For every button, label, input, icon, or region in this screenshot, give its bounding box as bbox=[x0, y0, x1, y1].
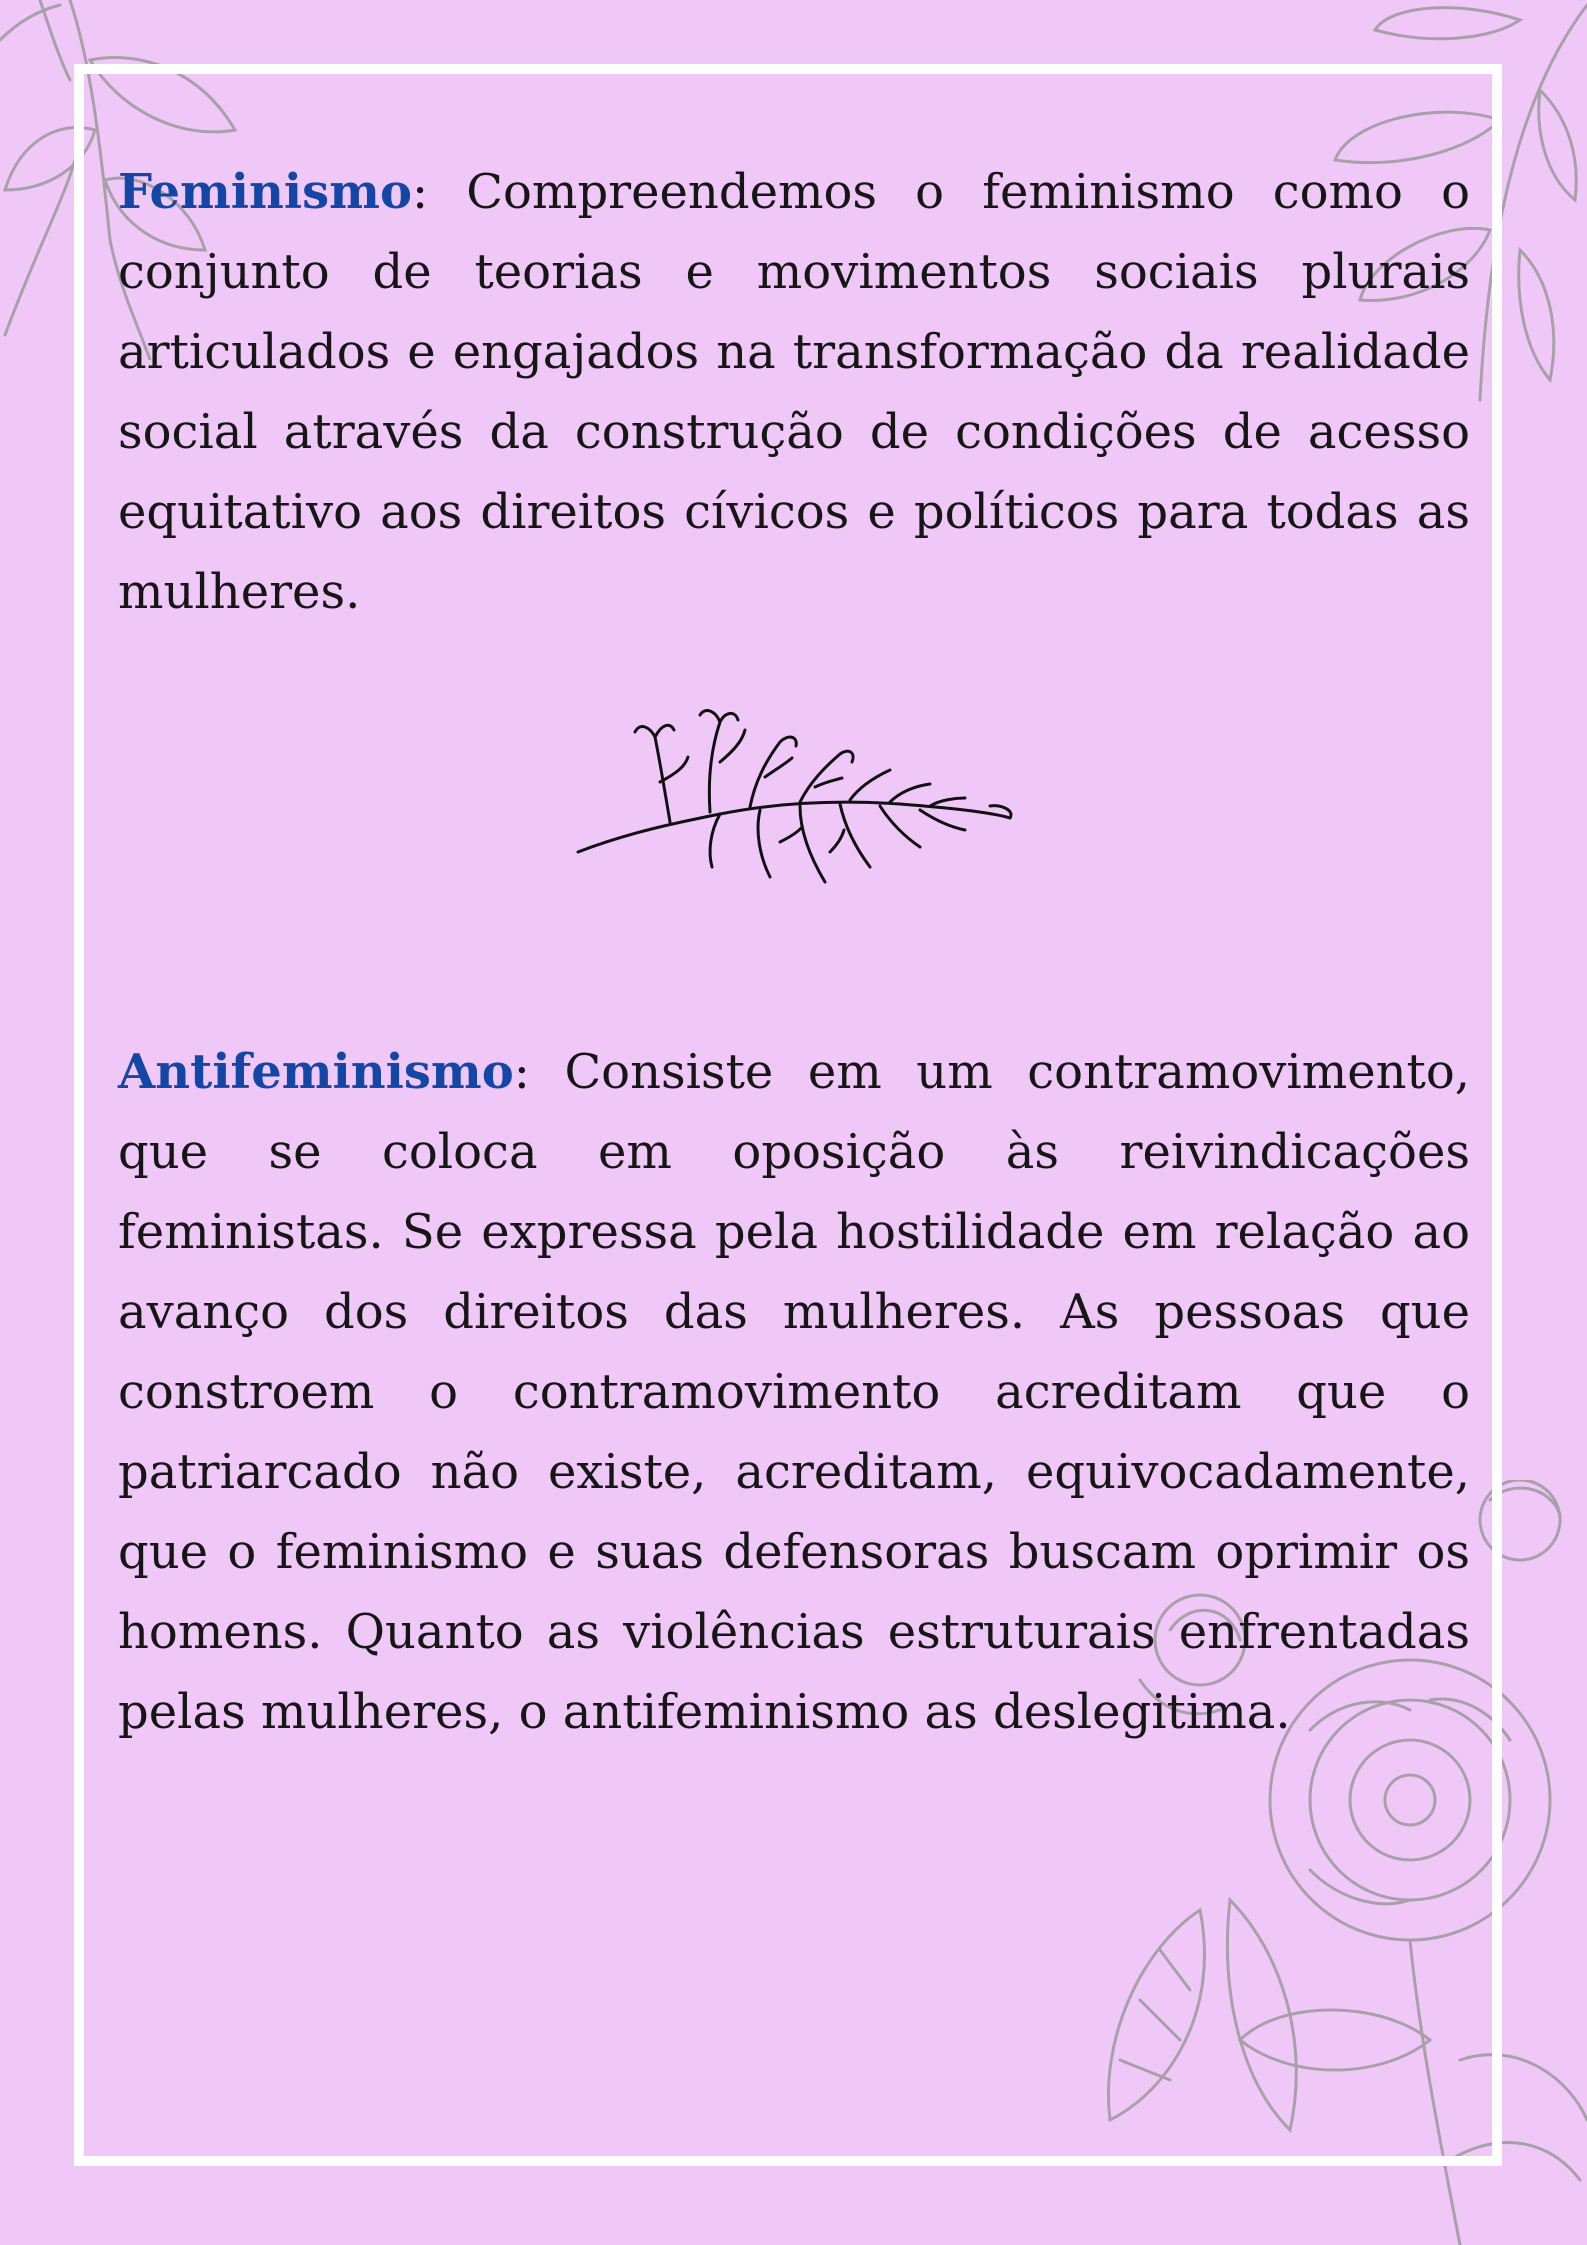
term-separator: : bbox=[411, 164, 429, 220]
term-feminismo: Feminismo bbox=[118, 164, 412, 220]
term-separator: : bbox=[513, 1044, 530, 1100]
antifeminismo-text: Consiste em um contramovimento, que se coloca em oposição às reivindicações feministas. Se expressa pela hostilidade em relação ao avanço dos direitos das mulheres. As pessoas que constroem o contramovimento acreditam que o patriarcado não existe, acreditam, equivocadamente, que o feminismo e suas defensoras buscam oprimir os homens. Quanto as violências estruturais enfrentadas pelas mulheres, o antifeminismo as deslegitima. bbox=[118, 1044, 1470, 1740]
term-antifeminismo: Antifeminismo bbox=[118, 1044, 514, 1100]
feminismo-text: Compreendemos o feminismo como o conjunto de teorias e movimentos sociais plurais articulados e engajados na transformação da realidade social através da construção de condições de acesso equitativo aos direitos cívicos e políticos para todas as mulheres. bbox=[118, 164, 1470, 620]
feminismo-definition bbox=[118, 152, 1470, 632]
antifeminismo-definition bbox=[118, 1032, 1470, 1752]
sprig-divider-icon bbox=[570, 682, 1020, 902]
